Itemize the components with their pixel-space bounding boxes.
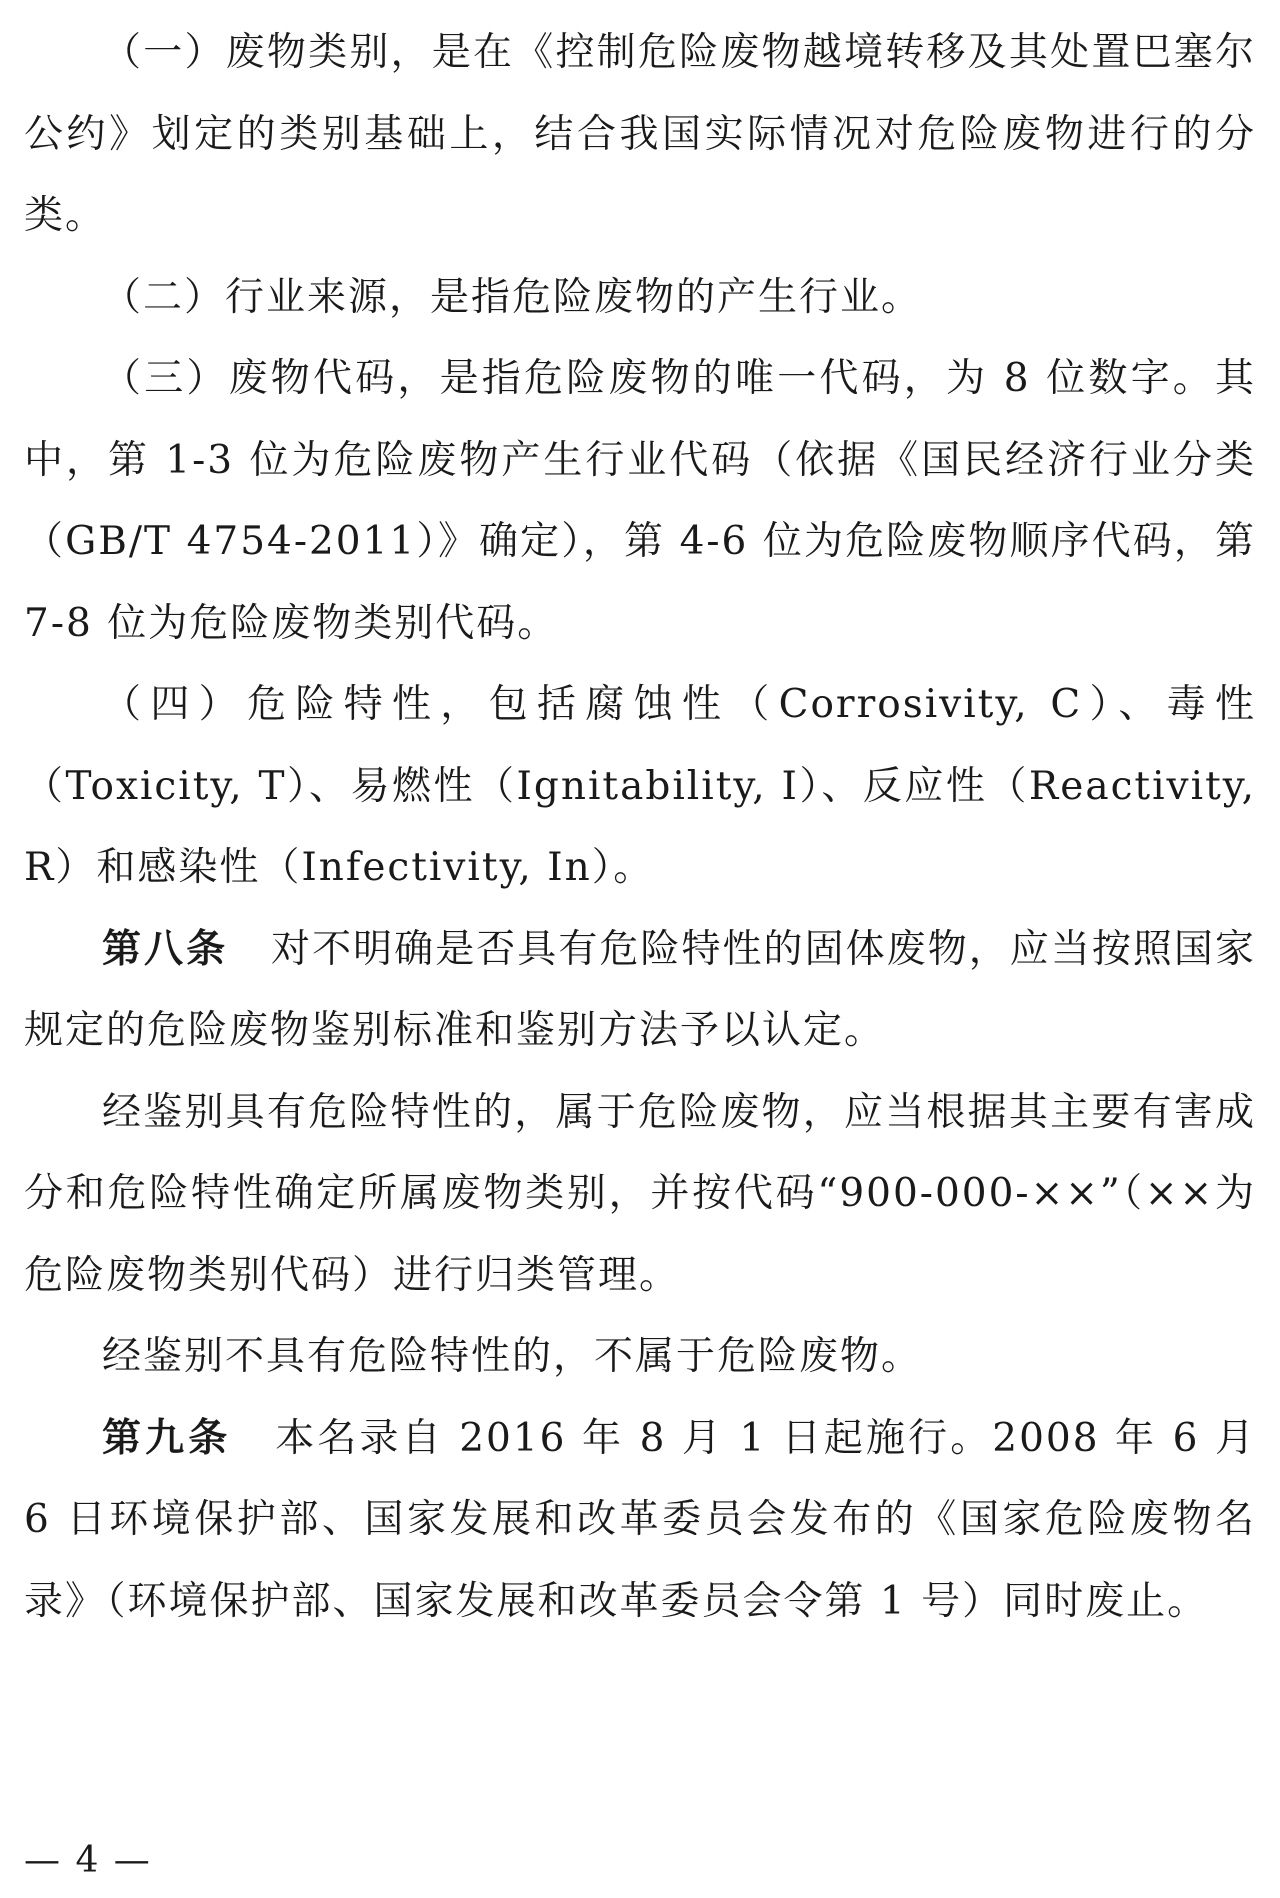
paragraph-article-9 — [24, 1398, 1256, 1643]
paragraph-waste-code — [24, 338, 1256, 664]
paragraph-text: 本名录自 2016 年 8 月 1 日起施行。2008 年 6 月 6 日环境保护部、国家发展和改革委员会发布的《国家危险废物名录》（环境保护部、国家发展和改革委员会令第 1 号）同时废止。 — [24, 1415, 1256, 1624]
paragraph-text: （二）行业来源，是指危险废物的产生行业。 — [102, 274, 923, 320]
paragraph-text: 经鉴别具有危险特性的，属于危险废物，应当根据其主要有害成分和危险特性确定所属废物类别，并按代码“900-000-××”（××为危险废物类别代码）进行归类管理。 — [24, 1089, 1256, 1298]
paragraph-text: （四）危险特性，包括腐蚀性（Corrosivity, C）、毒性（Toxicity, T）、易燃性（Ignitability, I）、反应性（Reactivity, R）和感染性（Infectivity, In）。 — [24, 682, 1256, 890]
paragraph-industry-source — [24, 257, 1256, 339]
paragraph-text: 对不明确是否具有危险特性的固体废物，应当按照国家规定的危险废物鉴别标准和鉴别方法予以认定。 — [24, 926, 1256, 1053]
paragraph-text: （一）废物类别，是在《控制危险废物越境转移及其处置巴塞尔公约》划定的类别基础上，结合我国实际情况对危险废物进行的分类。 — [24, 30, 1256, 238]
paragraph-text: 经鉴别不具有危险特性的，不属于危险废物。 — [102, 1334, 923, 1379]
paragraph-article-8 — [24, 909, 1256, 1072]
paragraph-identified-non-hazardous — [24, 1316, 1256, 1398]
article-heading: 第八条 — [102, 926, 229, 972]
paragraph-hazard-properties — [24, 664, 1256, 909]
paragraph-identified-hazardous — [24, 1072, 1256, 1317]
paragraph-waste-category — [24, 12, 1256, 257]
paragraph-text: （三）废物代码，是指危险废物的唯一代码，为 8 位数字。其中，第 1-3 位为危险废物产生行业代码（依据《国民经济行业分类（GB/T 4754-2011）》确定），第 4-6 位为危险废物顺序代码，第 7-8 位为危险废物类别代码。 — [24, 356, 1256, 646]
page-number: — 4 — — [24, 1840, 152, 1881]
document-body — [24, 12, 1256, 1642]
article-heading: 第九条 — [102, 1415, 232, 1461]
